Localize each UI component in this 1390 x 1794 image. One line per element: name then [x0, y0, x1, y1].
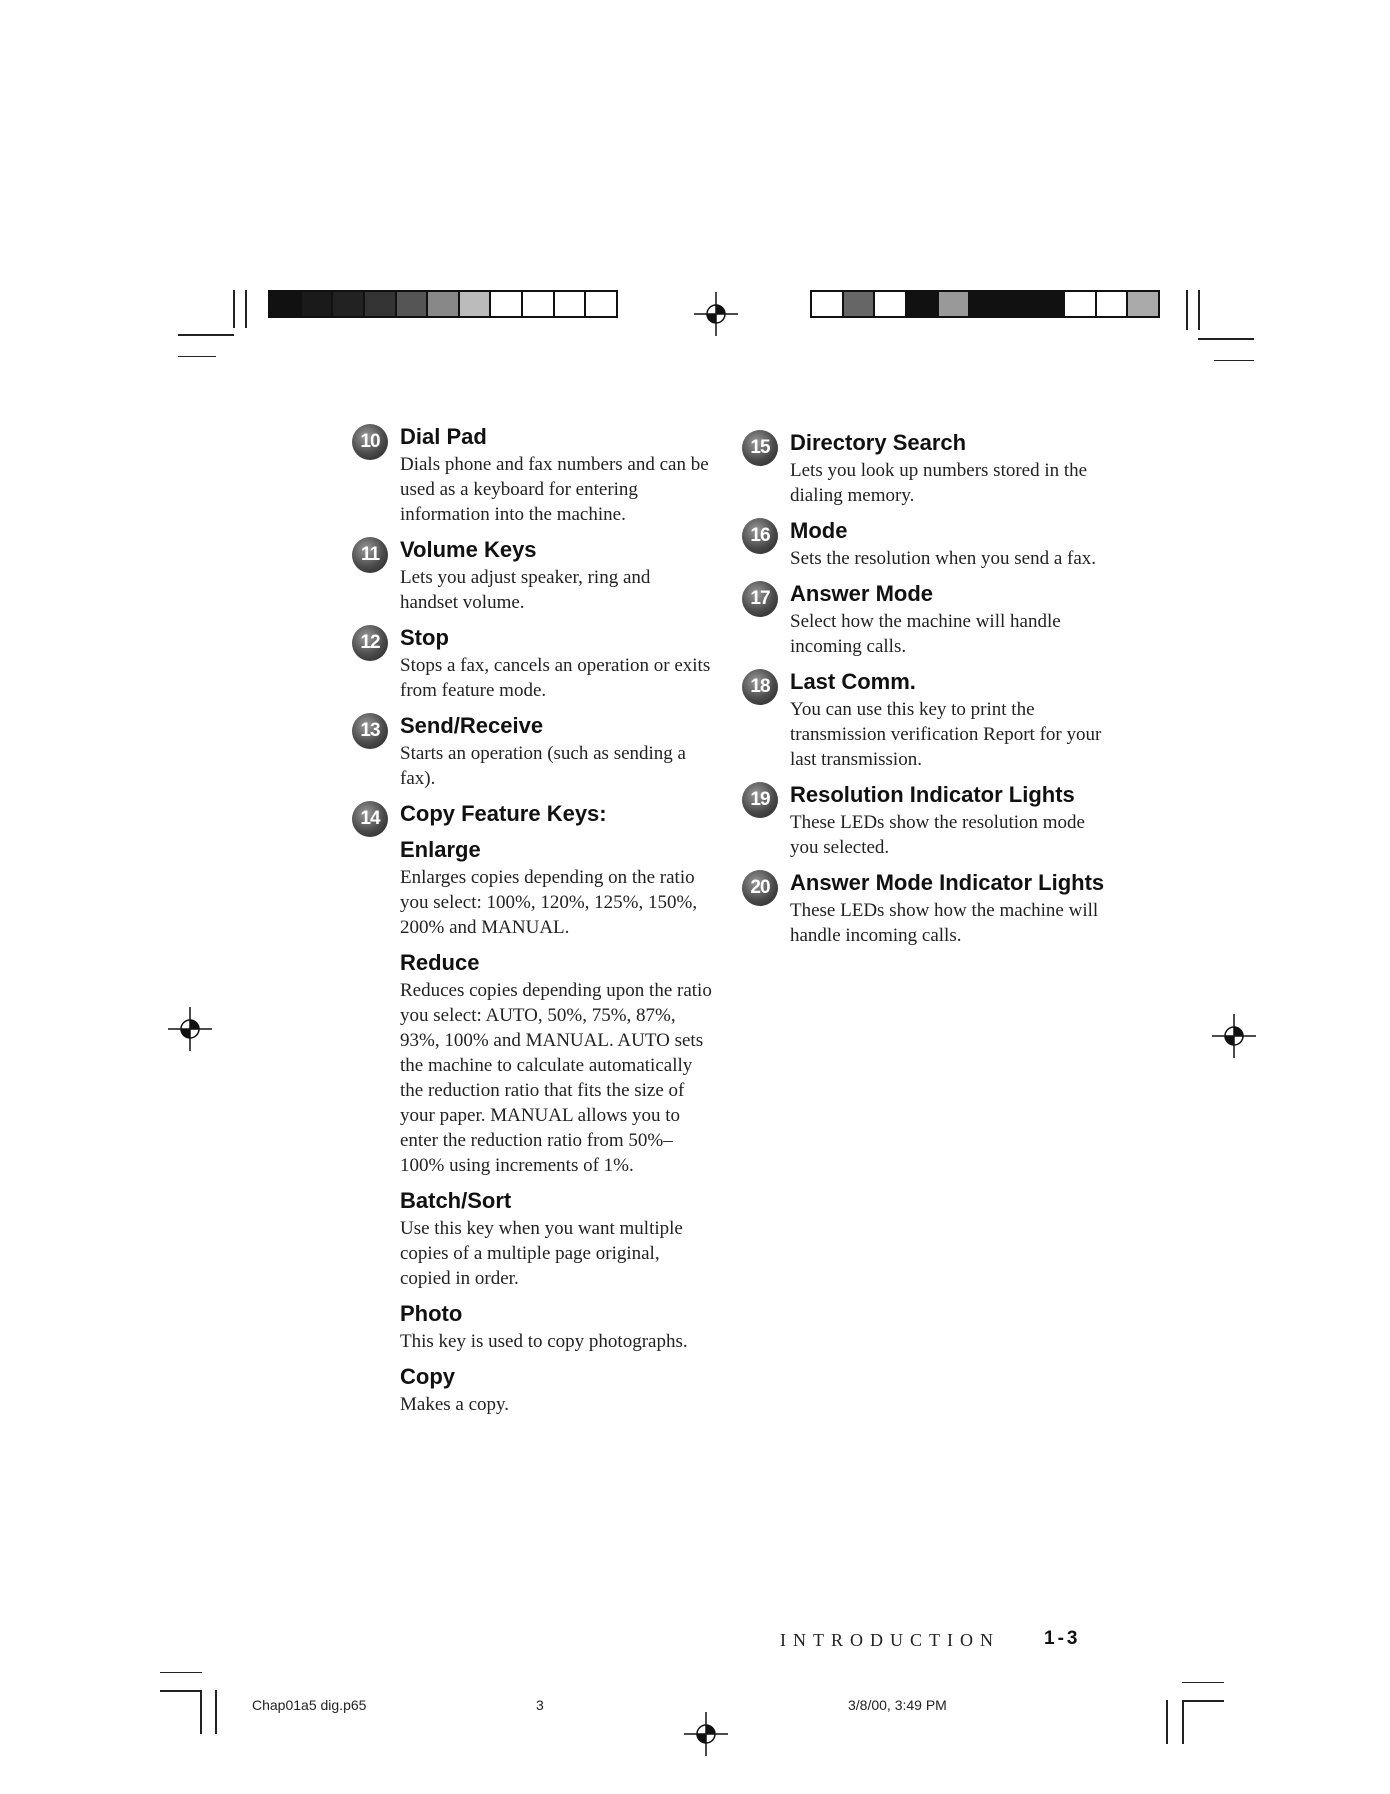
crop-mark-top-right-horizontal	[1198, 338, 1254, 340]
registration-target-bottom	[684, 1712, 728, 1756]
subitem-description: Use this key when you want multiple copies of a multiple page original, copied in order.	[400, 1218, 683, 1289]
feature-item-18	[742, 669, 1112, 772]
subitem-description: Enlarges copies depending on the ratio you select: 100%, 120%, 125%, 150%, 200% and MANUAL.	[400, 867, 698, 938]
feature-item-12	[352, 625, 712, 703]
number-badge: 11	[352, 537, 388, 573]
feature-title: Volume Keys	[400, 537, 537, 562]
crop-mark-bottom-left-rule	[160, 1672, 202, 1673]
crop-mark-top-right-rule	[1214, 360, 1254, 361]
subitem-title: Batch/Sort	[400, 1188, 512, 1213]
crop-mark-bottom-right-vertical	[1166, 1700, 1168, 1744]
feature-item-13	[352, 713, 712, 791]
number-badge: 13	[352, 713, 388, 749]
feature-title: Directory Search	[790, 430, 967, 455]
number-badge: 18	[742, 669, 778, 705]
feature-description: Select how the machine will handle incoming calls.	[790, 611, 1061, 657]
crop-mark-bottom-left-horizontal	[160, 1690, 202, 1692]
slug-filename: Chap01a5 dig.p65	[252, 1697, 367, 1713]
crop-mark-top-right-vertical-2	[1198, 290, 1200, 330]
subitem-batch-sort	[400, 1188, 712, 1291]
feature-description: Stops a fax, cancels an operation or exits from feature mode.	[400, 655, 711, 701]
footer-page-number: 1-3	[1044, 1628, 1081, 1649]
feature-title: Copy Feature Keys:	[400, 801, 607, 826]
registration-bar-left	[268, 290, 618, 318]
number-badge: 10	[352, 424, 388, 460]
feature-item-20	[742, 870, 1112, 948]
feature-description: These LEDs show the resolution mode you selected.	[790, 812, 1085, 858]
feature-title: Answer Mode Indicator Lights	[790, 870, 1105, 895]
crop-mark-top-right-vertical	[1186, 290, 1188, 330]
feature-description: Lets you adjust speaker, ring and handset volume.	[400, 567, 651, 613]
subitem-title: Reduce	[400, 950, 480, 975]
feature-title: Dial Pad	[400, 424, 487, 449]
feature-title: Resolution Indicator Lights	[790, 782, 1075, 807]
number-badge: 16	[742, 518, 778, 554]
subitem-title: Photo	[400, 1301, 463, 1326]
right-column	[742, 426, 1112, 958]
crop-mark-bottom-right-horizontal	[1182, 1700, 1224, 1702]
subitem-copy	[400, 1364, 712, 1417]
number-badge: 14	[352, 801, 388, 837]
crop-mark-bottom-right-rule	[1182, 1682, 1224, 1683]
feature-description: Sets the resolution when you send a fax.	[790, 548, 1097, 569]
feature-item-10	[352, 424, 712, 527]
feature-title: Last Comm.	[790, 669, 916, 694]
slug-page: 3	[536, 1697, 544, 1713]
feature-item-14	[352, 801, 712, 1417]
number-badge: 20	[742, 870, 778, 906]
feature-item-11	[352, 537, 712, 615]
registration-target-top	[694, 292, 738, 336]
feature-item-17	[742, 581, 1112, 659]
number-badge: 12	[352, 625, 388, 661]
feature-title: Answer Mode	[790, 581, 934, 606]
footer-section-label: INTRODUCTION	[780, 1630, 1000, 1650]
feature-description: You can use this key to print the transmission verification Report for your last transmission.	[790, 699, 1102, 770]
crop-mark-bottom-left-vertical	[200, 1690, 202, 1734]
subitem-description: Makes a copy.	[400, 1394, 510, 1415]
feature-title: Mode	[790, 518, 848, 543]
feature-description: Dials phone and fax numbers and can be used as a keyboard for entering information into the machine.	[400, 454, 709, 525]
subitem-enlarge	[400, 837, 712, 940]
feature-title: Send/Receive	[400, 713, 544, 738]
feature-title: Stop	[400, 625, 449, 650]
crop-mark-top-left-vertical-2	[245, 290, 247, 328]
subitem-title: Enlarge	[400, 837, 481, 862]
subitem-reduce	[400, 950, 712, 1178]
subitem-title: Copy	[400, 1364, 455, 1389]
feature-description: These LEDs show how the machine will handle incoming calls.	[790, 900, 1099, 946]
registration-target-left	[168, 1007, 212, 1051]
feature-description: Lets you look up numbers stored in the dialing memory.	[790, 460, 1088, 506]
feature-item-19	[742, 782, 1112, 860]
crop-mark-top-left-rule	[178, 356, 216, 357]
crop-mark-bottom-left-vertical-2	[215, 1690, 217, 1734]
registration-bar-right	[810, 290, 1160, 318]
subitem-photo	[400, 1301, 712, 1354]
crop-mark-top-left-horizontal	[178, 334, 234, 336]
feature-item-16	[742, 518, 1112, 571]
left-column	[352, 420, 712, 1427]
feature-description: Starts an operation (such as sending a fax).	[400, 743, 686, 789]
crop-mark-bottom-right-vertical-2	[1182, 1700, 1184, 1744]
registration-target-right	[1212, 1014, 1256, 1058]
number-badge: 19	[742, 782, 778, 818]
crop-mark-top-left-vertical	[233, 290, 235, 328]
number-badge: 17	[742, 581, 778, 617]
feature-item-15	[742, 430, 1112, 508]
number-badge: 15	[742, 430, 778, 466]
subitem-description: This key is used to copy photographs.	[400, 1331, 688, 1352]
subitem-description: Reduces copies depending upon the ratio you select: AUTO, 50%, 75%, 87%, 93%, 100% and MANUAL. AUTO sets the machine to calculate automatically the reduction ratio that fits the size of your paper. MANUAL allows you to enter the reduction ratio from 50%–100% using increments of 1%.	[400, 980, 712, 1176]
slug-timestamp: 3/8/00, 3:49 PM	[848, 1697, 947, 1713]
